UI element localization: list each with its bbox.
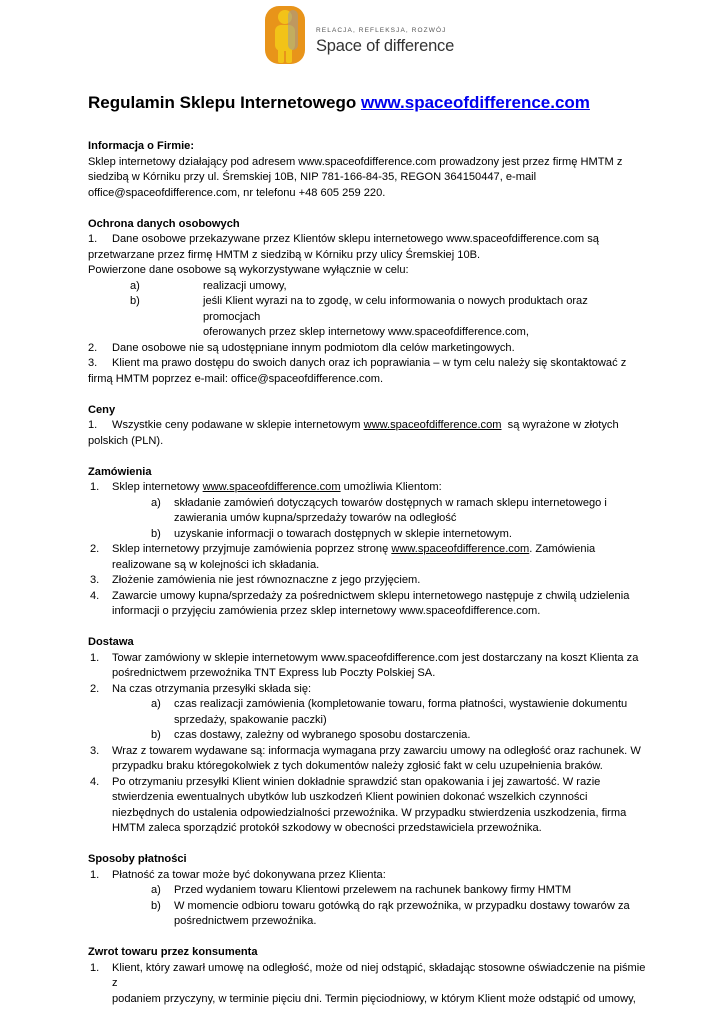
zamowienia-sub-a	[88, 496, 648, 512]
zamowienia-item-1	[88, 480, 648, 496]
list-text: Wszystkie ceny podawane w sklepie internetowym	[112, 419, 364, 431]
zamowienia-sub-b	[88, 527, 648, 543]
list-number: 2.	[90, 682, 100, 695]
sub-label: a)	[151, 698, 161, 710]
dostawa-sub-b	[88, 728, 648, 744]
list-text: Sklep internetowy przyjmuje zamówienia poprzez stronę	[112, 543, 392, 555]
list-number: 1.	[90, 868, 100, 881]
firma-line-1: Sklep internetowy działający pod adresem www.spaceofdifference.com prowadzony jest przez firmę HMTM z	[88, 155, 623, 168]
sub-text: czas dostawy, zależny od wybranego sposobu dostarczenia.	[174, 729, 471, 741]
list-number: 1.	[90, 481, 100, 493]
ceny-item-1-line-2: polskich (PLN).	[88, 434, 164, 447]
dostawa-item-4-line-2: stwierdzenia ewentualnych ubytków lub uszkodzeń Klient powinien dokonać wszelkich czynności	[112, 791, 588, 803]
ochrona-item-3-line-2: firmą HMTM poprzez e-mail: office@spaceofdifference.com.	[88, 372, 384, 385]
platnosci-sub-b-line-2: pośrednictwem przewoźnika.	[174, 915, 317, 927]
zamowienia-link-2[interactable]: www.spaceofdifference.com	[391, 543, 530, 555]
dostawa-sub-a-line-2: sprzedaży, spakowanie paczki)	[174, 713, 327, 726]
list-number: 2.	[88, 341, 98, 354]
section-heading-zwrot: Zwrot towaru przez konsumenta	[88, 946, 258, 958]
dostawa-item-4-line-4: HMTM zaleca sporządzić protokół szkodowy w obecności przedstawiciela przewoźnika.	[112, 822, 542, 834]
list-number: 3.	[90, 574, 100, 586]
zamowienia-sub-a-line-2: zawierania umów kupna/sprzedaży towarów na odległość	[174, 512, 457, 524]
dostawa-item-4-line-3: niezbędnych do ustalenia odpowiedzialności przewoźnika. W przypadku stwierdzenia uszkodzenia, firma	[112, 806, 627, 819]
dostawa-item-1	[88, 651, 648, 667]
platnosci-sub-b	[88, 899, 648, 915]
sub-text: W momencie odbioru towaru gotówką do rąk przewoźnika, w przypadku dostawy towarów za	[174, 899, 630, 912]
platnosci-sub-a	[88, 883, 648, 899]
section-heading-dostawa: Dostawa	[88, 636, 134, 648]
section-heading-firma: Informacja o Firmie:	[88, 140, 195, 152]
list-number: 1.	[90, 961, 100, 974]
page-title	[88, 93, 590, 113]
sub-text: czas realizacji zamówienia (kompletowanie towaru, forma płatności, wystawienie dokumentu	[174, 698, 628, 710]
sub-label: b)	[151, 899, 161, 912]
list-text: Sklep internetowy	[112, 481, 203, 493]
zamowienia-link-1[interactable]: www.spaceofdifference.com	[202, 481, 341, 493]
title-link[interactable]: www.spaceofdifference.com	[360, 93, 590, 112]
logo-tagline: RELACJA, REFLEKSJA, ROZWÓJ	[316, 27, 447, 34]
sub-text: składanie zamówień dotyczących towarów dostępnych w ramach sklepu internetowego i	[174, 496, 607, 509]
list-number: 1.	[88, 233, 98, 245]
sub-label: b)	[130, 295, 140, 307]
list-text-end: . Zamówienia	[529, 543, 596, 555]
sub-label: b)	[151, 527, 161, 540]
list-text-end: umożliwia Klientom:	[340, 481, 442, 493]
ochrona-item-1	[88, 232, 648, 248]
list-number: 2.	[90, 543, 100, 555]
list-text: Towar zamówiony w sklepie internetowym www.spaceofdifference.com jest dostarczany na koszt Klienta za	[112, 651, 639, 664]
list-text: Płatność za towar może być dokonywana przez Klienta:	[112, 868, 386, 881]
section-heading-ochrona: Ochrona danych osobowych	[88, 217, 240, 230]
sub-text: realizacji umowy,	[203, 279, 287, 292]
ochrona-sub-b	[88, 294, 648, 325]
ochrona-sub-b-line-2: oferowanych przez sklep internetowy www.spaceofdifference.com,	[203, 326, 529, 338]
ceny-item-1	[88, 418, 648, 434]
list-text: Dane osobowe przekazywane przez Klientów sklepu internetowego www.spaceofdifference.com są	[112, 233, 599, 245]
section-heading-platnosci: Sposoby płatności	[88, 853, 187, 865]
ochrona-sub-a	[88, 279, 648, 295]
platnosci-item-1	[88, 868, 648, 884]
zamowienia-item-3	[88, 573, 648, 589]
ochrona-item-1-line-3: Powierzone dane osobowe są wykorzystywane wyłącznie w celu:	[88, 264, 409, 276]
list-text: Złożenie zamówienia nie jest równoznaczne z jego przyjęciem.	[112, 574, 421, 586]
zwrot-item-1	[88, 961, 648, 992]
firma-line-2: siedzibą w Kórniku przy ul. Śremskiej 10B, NIP 781-166-84-35, REGON 364150447, e-mail	[88, 171, 537, 183]
list-text: Na czas otrzymania przesyłki składa się:	[112, 682, 312, 695]
zwrot-item-1-line-2: podaniem przyczyny, w terminie pięciu dni. Termin pięciodniowy, w którym Klient może odstąpić od umowy,	[112, 992, 636, 1005]
sub-text: uzyskanie informacji o towarach dostępnych w sklepie internetowym.	[174, 527, 512, 540]
zamowienia-item-4-line-2: informacji o przyjęciu zamówienia przez sklep internetowy www.spaceofdifference.com.	[112, 605, 541, 617]
list-number: 1.	[90, 651, 100, 664]
ochrona-item-2	[88, 341, 648, 357]
sub-label: a)	[130, 279, 140, 292]
title-text: Regulamin Sklepu Internetowego	[88, 93, 361, 112]
list-text: Klient, który zawarł umowę na odległość, może od niej odstąpić, składając stosowne oświadczenie na piśmie z	[112, 961, 646, 989]
list-text: Po otrzymaniu przesyłki Klient winien dokładnie sprawdzić stan opakowania i jej zawartość. W razie	[112, 775, 601, 788]
sub-label: b)	[151, 729, 161, 741]
dostawa-item-3-line-2: przypadku braku któregokolwiek z tych dokumentów należy zgłosić fakt w celu uzupełnienia braków.	[112, 760, 603, 772]
regulations-body	[88, 139, 648, 1007]
dostawa-item-1-line-2: pośrednictwem przewoźnika TNT Express lub Poczty Polskiej SA.	[112, 667, 436, 679]
list-number: 1.	[88, 419, 98, 431]
brand-logo	[262, 4, 482, 66]
firma-line-3: office@spaceofdifference.com, nr telefonu +48 605 259 220.	[88, 186, 386, 199]
sub-label: a)	[151, 496, 161, 509]
dostawa-item-4	[88, 775, 648, 791]
ceny-link[interactable]: www.spaceofdifference.com	[363, 419, 502, 431]
list-text-end: są wyrażone w złotych	[501, 419, 619, 431]
list-text: Wraz z towarem wydawane są: informacja wymagana przy zawarciu umowy na odległość oraz rachunek. W	[112, 744, 641, 757]
section-heading-zamowienia: Zamówienia	[88, 465, 152, 478]
person-logo-icon	[262, 4, 308, 66]
zamowienia-item-4	[88, 589, 648, 605]
list-number: 3.	[90, 744, 100, 757]
sub-label: a)	[151, 884, 161, 896]
sub-text: Przed wydaniem towaru Klientowi przelewem na rachunek bankowy firmy HMTM	[174, 884, 572, 896]
list-number: 4.	[90, 589, 100, 602]
dostawa-sub-a	[88, 697, 648, 713]
list-text: Zawarcie umowy kupna/sprzedaży za pośrednictwem sklepu internetowego następuje z chwilą udzielenia	[112, 589, 630, 602]
dostawa-item-3	[88, 744, 648, 760]
dostawa-item-2	[88, 682, 648, 698]
ochrona-item-3	[88, 356, 648, 372]
list-number: 3.	[88, 357, 98, 369]
logo-name: Space of difference	[316, 37, 455, 55]
list-number: 4.	[90, 775, 100, 788]
zamowienia-item-2-line-2: realizowane są w kolejności ich składania.	[112, 558, 320, 571]
list-text: Dane osobowe nie są udostępniane innym podmiotom dla celów marketingowych.	[112, 341, 515, 354]
ochrona-item-1-line-2: przetwarzane przez firmę HMTM z siedzibą w Kórniku przy ulicy Śremskiej 10B.	[88, 248, 481, 261]
zamowienia-item-2	[88, 542, 648, 558]
list-text: Klient ma prawo dostępu do swoich danych oraz ich poprawiania – w tym celu należy się skontaktować z	[112, 357, 627, 369]
sub-text: jeśli Klient wyrazi na to zgodę, w celu informowania o nowych produktach oraz promocjach	[203, 295, 588, 323]
section-heading-ceny: Ceny	[88, 403, 116, 416]
